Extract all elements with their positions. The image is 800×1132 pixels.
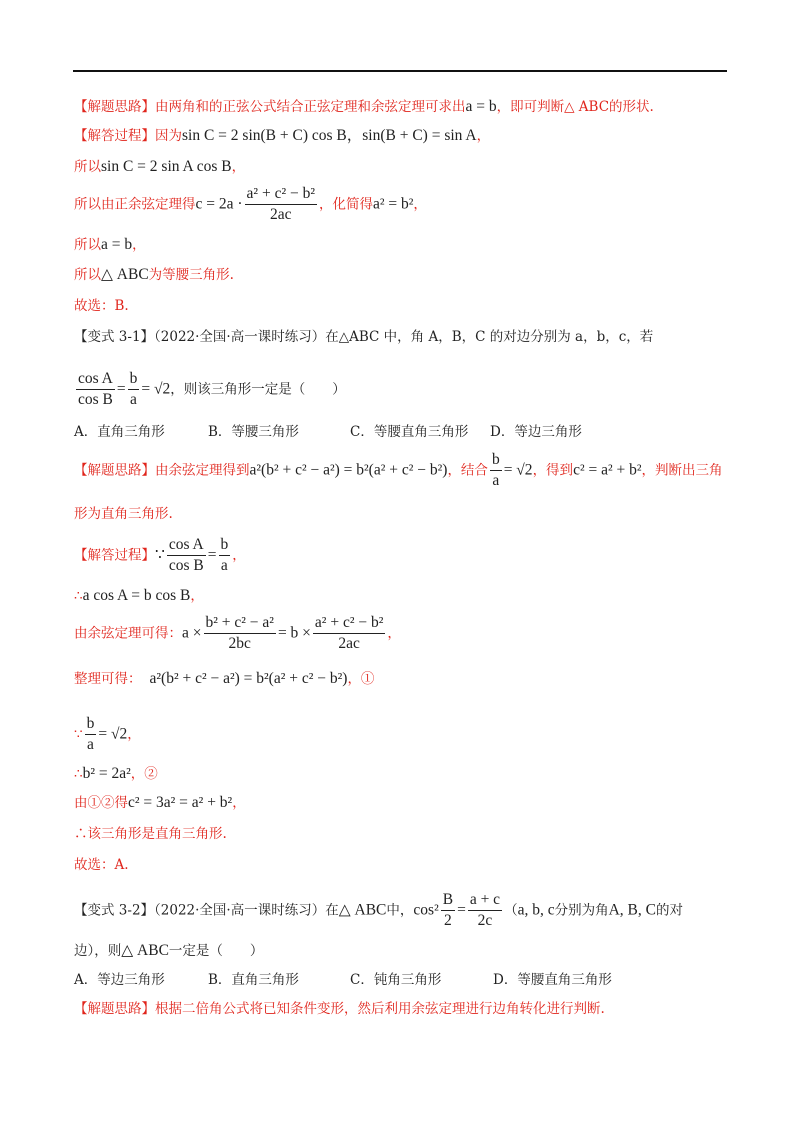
fraction: $\frac{b}{a}$: [220, 536, 229, 575]
solution-step-line: ∵ $\frac{b}{a}$ = √2，: [74, 715, 141, 754]
solution-step-line: 由余弦定理可得：a × $\frac{\text{b² + c² − a²}}{2bc}$ = b × $\frac{\text{a² + c² − b²}}{2ac}$ ，: [74, 614, 401, 653]
fraction: $\frac{a + c}{2c}$: [469, 891, 501, 930]
fraction: $\frac{\text{cos A}}{\text{cos B}}$: [168, 536, 204, 575]
solution-thinking-line: 【解题思路】由两角和的正弦公式结合正弦定理和余弦定理可求出a = b，即可判断△ ABC的形状.: [74, 98, 654, 115]
solution-process-line: 【解答过程】因为sin C = 2 sin(B + C) cos B，sin(B + C) = sin A，: [74, 127, 491, 144]
option-c: C．等腰直角三角形: [350, 424, 469, 440]
solution-step-line: 所以a = b，: [74, 236, 146, 253]
variant-tag: 【变式 3-1】: [74, 329, 155, 345]
options-row: [74, 424, 582, 440]
thinking-tag: 【解题思路】: [74, 462, 155, 479]
option-a: A．等边三角形: [74, 972, 165, 988]
variant-question-line: 【变式 3-1】（2022·全国·高一课时练习）在△ABC 中，角 A，B，C 的对边分别为 a，b，c，若: [74, 329, 654, 345]
solution-step-line: 整理可得： a²(b² + c² − a²) = b²(a² + c² − b²)，①: [74, 670, 375, 687]
solution-thinking-cont: 形为直角三角形.: [74, 506, 173, 522]
solution-step-line: ∴a cos A = b cos B，: [74, 587, 204, 604]
solution-step-line: 所以由正余弦定理得c = 2a · $\frac{\text{a² + c² − b²}}{2ac}$ ，化简得a² = b²，: [74, 185, 427, 224]
solution-step-line: 由①②得c² = 3a² = a² + b²，: [74, 794, 246, 811]
thinking-tag: 【解题思路】: [74, 1001, 155, 1017]
variant-question-cont: 边），则△ ABC一定是（ ）: [74, 942, 264, 959]
fraction: $\frac{b}{a}$: [129, 370, 138, 409]
fraction: $\frac{\text{b² + c² − a²}}{2bc}$: [205, 614, 274, 653]
fraction: $\frac{\text{a² + c² − b²}}{2ac}$: [246, 185, 315, 224]
option-d: D．等腰直角三角形: [493, 972, 612, 988]
option-b: B．直角三角形: [208, 972, 299, 988]
option-b: B．等腰三角形: [208, 424, 299, 440]
solution-step-line: 所以sin C = 2 sin A cos B，: [74, 158, 246, 175]
option-d: D．等边三角形: [490, 424, 582, 440]
solution-conclusion: ∴该三角形是直角三角形.: [74, 826, 227, 842]
solution-thinking-line: 【解题思路】根据二倍角公式将已知条件变形，然后利用余弦定理进行边角转化进行判断.: [74, 1001, 605, 1017]
process-tag: 【解答过程】: [74, 547, 155, 564]
answer-line: 故选：B.: [74, 298, 129, 314]
fraction: $\frac{b}{a}$: [491, 451, 500, 490]
option-a: A．直角三角形: [74, 424, 165, 440]
variant-question-line: 【变式 3-2】（2022·全国·高一课时练习）在△ ABC中，cos² $\frac{B}{2}$ = $\frac{a + c}{2c}$ （a, b, c分别为角A, B, C的对: [74, 891, 683, 930]
thinking-tag: 【解题思路】: [74, 99, 155, 115]
answer-line: 故选：A.: [74, 857, 129, 873]
fraction: $\frac{B}{2}$: [442, 891, 454, 930]
option-c: C．钝角三角形: [350, 972, 442, 988]
fraction: $\frac{b}{a}$: [86, 715, 95, 754]
variant-tag: 【变式 3-2】: [74, 902, 155, 919]
solution-step-line: ∴b² = 2a²，②: [74, 765, 158, 782]
process-tag: 【解答过程】: [74, 128, 155, 144]
solution-step-line: 所以△ ABC为等腰三角形.: [74, 266, 234, 283]
solution-process-line: 【解答过程】∵ $\frac{\text{cos A}}{\text{cos B}}$ = $\frac{b}{a}$ ，: [74, 536, 246, 575]
fraction: $\frac{\text{cos A}}{\text{cos B}}$: [78, 370, 113, 409]
variant-condition-line: $\frac{\text{cos A}}{\text{cos B}}$ = $\frac{b}{a}$ = √2，则该三角形一定是（ ）: [78, 370, 346, 409]
solution-thinking-line: 【解题思路】由余弦定理得到a²(b² + c² − a²) = b²(a² + c² − b²)，结合 $\frac{b}{a}$ = √2，得到c² = a² + b²，判断出三角: [74, 451, 723, 490]
options-row: [74, 972, 612, 988]
header-rule: [73, 70, 727, 72]
fraction: $\frac{\text{a² + c² − b²}}{2ac}$: [314, 614, 384, 653]
